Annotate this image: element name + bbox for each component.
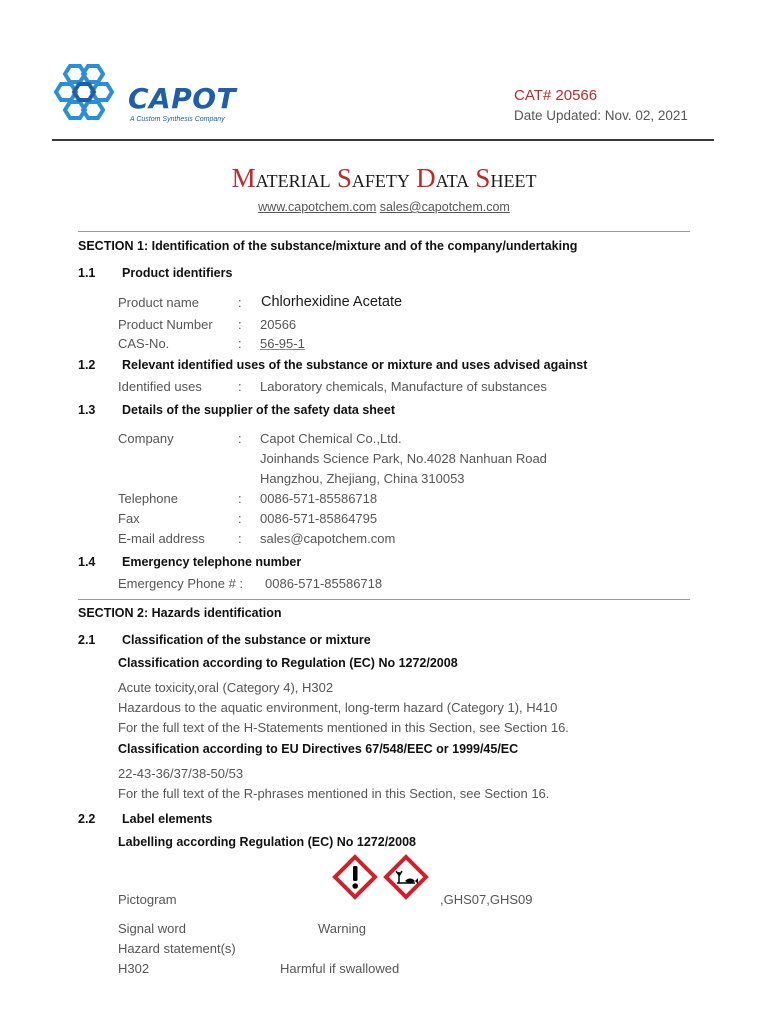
emergency-phone-value: 0086-571-85586718 <box>265 576 383 591</box>
subsection-number: 2.1 <box>78 633 96 647</box>
subsection-title: Relevant identified uses of the substance or mixture and uses advised against <box>122 358 588 372</box>
colon: : <box>238 317 242 332</box>
subsection-number: 2.2 <box>78 812 96 826</box>
subsection-title: Classification of the substance or mixture <box>122 633 371 647</box>
email-value[interactable]: sales@capotchem.com <box>260 531 396 546</box>
eu-directive-heading: Classification according to EU Directives 67/548/EEC or 1999/45/EC <box>118 742 519 756</box>
brand-tagline: A Custom Synthesis Company <box>130 116 225 123</box>
identified-uses: Laboratory chemicals, Manufacture of substances <box>260 379 547 394</box>
hazard-code: H302 <box>118 961 150 976</box>
subsection-number: 1.4 <box>78 555 96 569</box>
signal-word-label: Signal word <box>118 921 186 936</box>
signal-word-value: Warning <box>318 921 366 936</box>
telephone-value: 0086-571-85586718 <box>260 491 378 506</box>
exclamation-mark-icon <box>332 854 378 900</box>
document-title: Material Safety Data Sheet <box>231 163 537 193</box>
fax-value: 0086-571-85864795 <box>260 511 378 526</box>
subsection-title: Details of the supplier of the safety data sheet <box>122 403 395 417</box>
subsection-number: 1.1 <box>78 266 96 280</box>
email-link[interactable]: sales@capotchem.com <box>379 200 510 214</box>
subsection-title: Emergency telephone number <box>122 555 302 569</box>
regulation-heading: Classification according to Regulation (EC) No 1272/2008 <box>118 656 458 670</box>
classification-line: Acute toxicity,oral (Category 4), H302 <box>118 680 334 695</box>
product-number: 20566 <box>260 317 297 332</box>
r-phrases-line: For the full text of the R-phrases mentioned in this Section, see Section 16. <box>118 786 550 801</box>
subsection-number: 1.2 <box>78 358 96 372</box>
company-name: Capot Chemical Co.,Ltd. <box>260 431 402 446</box>
company-address-line: Hangzhou, Zhejiang, China 310053 <box>260 471 465 486</box>
hazard-text: Harmful if swallowed <box>280 961 400 976</box>
catalog-number: CAT# 20566 <box>514 87 598 104</box>
website-link[interactable]: www.capotchem.com <box>258 200 377 214</box>
cas-number: 56-95-1 <box>260 336 305 351</box>
classification-line: For the full text of the H-Statements mentioned in this Section, see Section 16. <box>118 720 569 735</box>
colon: : <box>238 531 242 546</box>
colon: : <box>238 336 242 351</box>
subsection-title: Product identifiers <box>122 266 233 280</box>
section-divider <box>78 231 690 232</box>
section2-heading: SECTION 2: Hazards identification <box>78 606 282 620</box>
subsection-number: 1.3 <box>78 403 96 417</box>
telephone-label: Telephone <box>118 491 178 506</box>
labelling-heading: Labelling according Regulation (EC) No 1272/2008 <box>118 835 416 849</box>
colon: : <box>238 431 242 446</box>
pictogram-codes: ,GHS07,GHS09 <box>440 892 533 907</box>
section-divider <box>78 599 690 600</box>
environment-hazard-icon <box>383 854 429 900</box>
emergency-phone-label: Emergency Phone # : <box>118 576 244 591</box>
email-label: E-mail address <box>118 531 205 546</box>
company-label: Company <box>118 431 174 446</box>
colon: : <box>238 295 242 310</box>
product-number-label: Product Number <box>118 317 213 332</box>
contact-links <box>0 200 768 214</box>
colon: : <box>238 491 242 506</box>
header-divider <box>52 139 714 141</box>
subsection-title: Label elements <box>122 812 213 826</box>
date-updated: Date Updated: Nov. 02, 2021 <box>514 108 688 123</box>
colon: : <box>238 511 242 526</box>
fax-label: Fax <box>118 511 140 526</box>
colon: : <box>238 379 242 394</box>
hazard-statements-label: Hazard statement(s) <box>118 941 236 956</box>
product-name: Chlorhexidine Acetate <box>261 294 403 310</box>
classification-line: Hazardous to the aquatic environment, long-term hazard (Category 1), H410 <box>118 700 558 715</box>
section1-heading: SECTION 1: Identification of the substance/mixture and of the company/undertaking <box>78 239 578 253</box>
identified-uses-label: Identified uses <box>118 379 202 394</box>
product-name-label: Product name <box>118 295 199 310</box>
cas-label: CAS-No. <box>118 336 170 351</box>
r-phrases-line: 22-43-36/37/38-50/53 <box>118 766 244 781</box>
company-address-line: Joinhands Science Park, No.4028 Nanhuan Road <box>260 451 547 466</box>
brand-name: CAPOT <box>128 82 237 115</box>
pictogram-label: Pictogram <box>118 892 177 907</box>
